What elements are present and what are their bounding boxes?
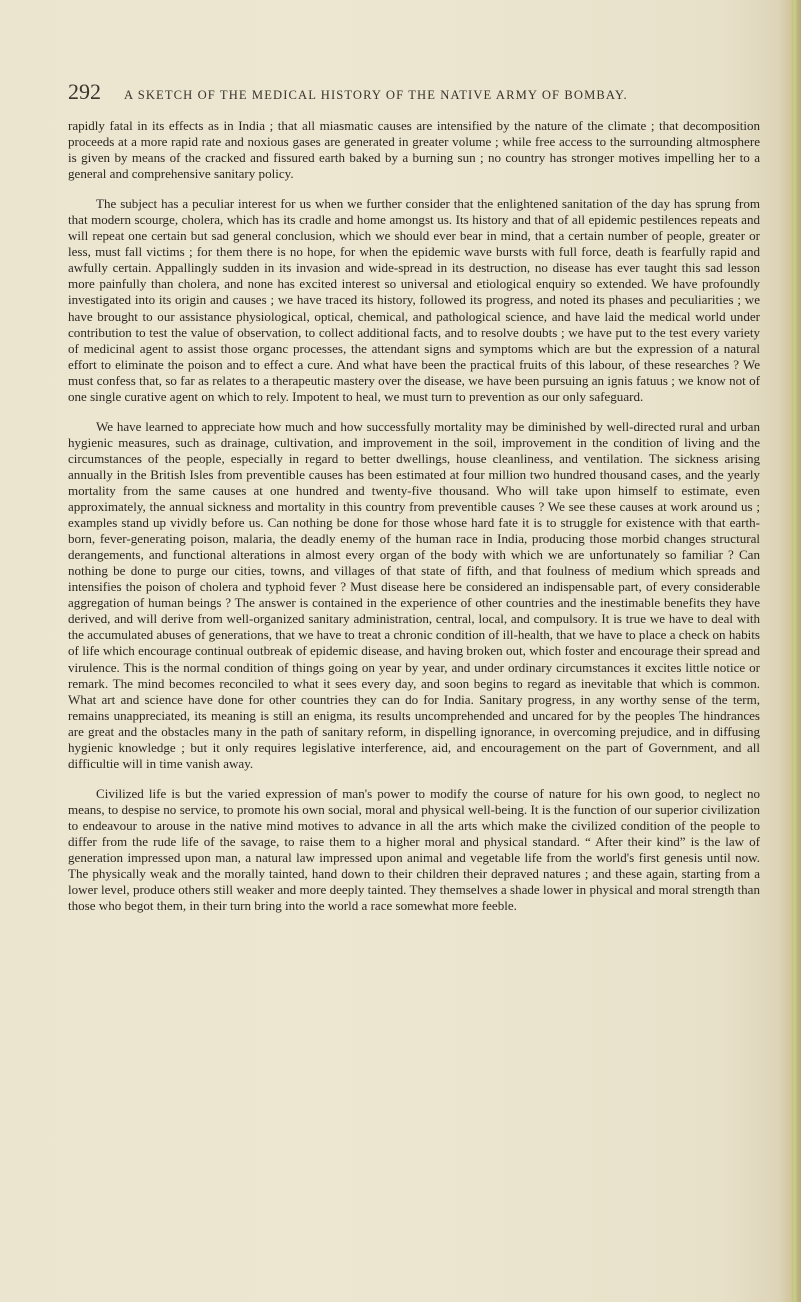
paragraph: The subject has a peculiar interest for us when we further consider that the enlightened sanitation of the day has sprung from that modern scourge, cholera, which has its cradle and home amongst us. Its history and that of all epidemic pestilences repeats and will repeat one certain but sad general conclusion, which we should ever bear in mind, that a certain number of people, greater or less, must fall victims ; for them there is no hope, for when the epidemic wave bursts with full force, death is fearfully rapid and awfully certain. Appallingly sudden in its invasion and wide-spread in its destruction, no disease has ever taught this sad lesson more painfully than cholera, and none has excited interest so universal and etiological enquiry so extended. We have profoundly investigated into its origin and causes ; we have traced its history, followed its progress, and noted its phases and peculiarities ; we have brought to our assistance physiological, optical, chemical, and pathological science, and have laid the medical world under contribution to test the value of observation, to collect additional facts, and to resolve doubts ; we have put to the test every variety of medicinal agent to assist those organc processes, the attendant signs and symptoms which are but the expression of a natural effort to eliminate the poison and to effect a cure. And what have been the practical fruits of this labour, of these researches ? We must confess that, so far as relates to a therapeutic mastery over the disease, we have been pursuing an ignis fatuus ; we know not of one single curative agent on which to rely. Impotent to heal, we must turn to prevention as our only safeguard. xyxy=(68,196,760,404)
body-text xyxy=(68,118,760,928)
page-number: 292 xyxy=(68,79,101,104)
paragraph: We have learned to appreciate how much and how successfully mortality may be diminished by well-directed rural and urban hygienic measures, such as drainage, cultivation, and improvement in the soil, improvement in the condition of living and the circumstances of the people, especially in regard to better dwellings, house cleanliness, and ventilation. The sickness arising annually in the British Isles from preventible causes has been estimated at four million two hundred thousand cases, and the yearly mortality from the same causes at one hundred and twenty-five thousand. Who will take upon himself to estimate, even approximately, the annual sickness and mortality in this country from preventible causes ? We see these causes at work around us ; examples stand up vividly before us. Can nothing be done for those whose hard fate it is to struggle for existence with that earth-born, fever-generating poison, malaria, the deadly enemy of the human race in India, producing those morbid changes structural derangements, and functional alterations in almost every organ of the body with which we are unfortunately so familiar ? Can nothing be done to purge our cities, towns, and villages of that state of fifth, and that foulness of medium which spreads and intensifies the poison of cholera and typhoid fever ? Must disease here be considered an indispensable part, of every considerable aggregation of human beings ? The answer is contained in the experience of other countries and the inestimable benefits they have derived, and will derive from well-organized sanitary administration, central, local, and compulsory. It is true we have to deal with the accumulated abuses of generations, that we have to treat a chronic condition of ill-health, that we have to place a check on habits of life which encourage continual outbreak of epidemic disease, and having broken out, which foster and encourage their spread and virulence. This is the normal condition of things going on year by year, and under ordinary circumstances it excites little notice or remark. The mind becomes reconciled to what it sees every day, and soon begins to regard as inevitable that which is common. What art and science have done for other countries they can do for India. Sanitary progress, in any worthy sense of the term, remains unappreciated, its meaning is still an enigma, its results uncomprehended and uncared for by the peoples The hindrances are great and the obstacles many in the path of sanitary reform, in dispelling ignorance, in overcoming prejudice, and in diffusing hygienic knowledge ; but it only requires legislative interference, aid, and encouragement on the part of Government, and all difficultie will in time vanish away. xyxy=(68,418,760,771)
page-header xyxy=(68,79,758,105)
paragraph: rapidly fatal in its effects as in India ; that all miasmatic causes are intensified by the nature of the climate ; that decomposition proceeds at a more rapid rate and noxious gases are generated in greater volume ; while free access to the surrounding altmosphere is given by means of the cracked and fissured earth baked by a burning sun ; no country has stronger motives impelling her to a general and comprehensive sanitary policy. xyxy=(68,118,760,182)
page-edge-stain xyxy=(792,0,798,1302)
running-head: A SKETCH OF THE MEDICAL HISTORY OF THE NATIVE ARMY OF BOMBAY. xyxy=(124,88,628,102)
paragraph: Civilized life is but the varied expression of man's power to modify the course of nature for his own good, to neglect no means, to despise no service, to promote his own social, moral and physical well-being. It is the function of our superior civilization to endeavour to arouse in the native mind motives to advance in all the arts which make the civilized condition of the people to differ from the rude life of the savage, to raise them to a higher moral and physical standard. “ After their kind” is the law of generation impressed upon man, a natural law impressed upon animal and vegetable life from the world's first genesis until now. The physically weak and the morally tainted, hand down to their children their depraved natures ; and these again, starting from a lower level, produce others still weaker and more deeply tainted. They themselves a shade lower in physical and moral strength than those who begot them, in their turn bring into the world a race somewhat more feeble. xyxy=(68,785,760,914)
